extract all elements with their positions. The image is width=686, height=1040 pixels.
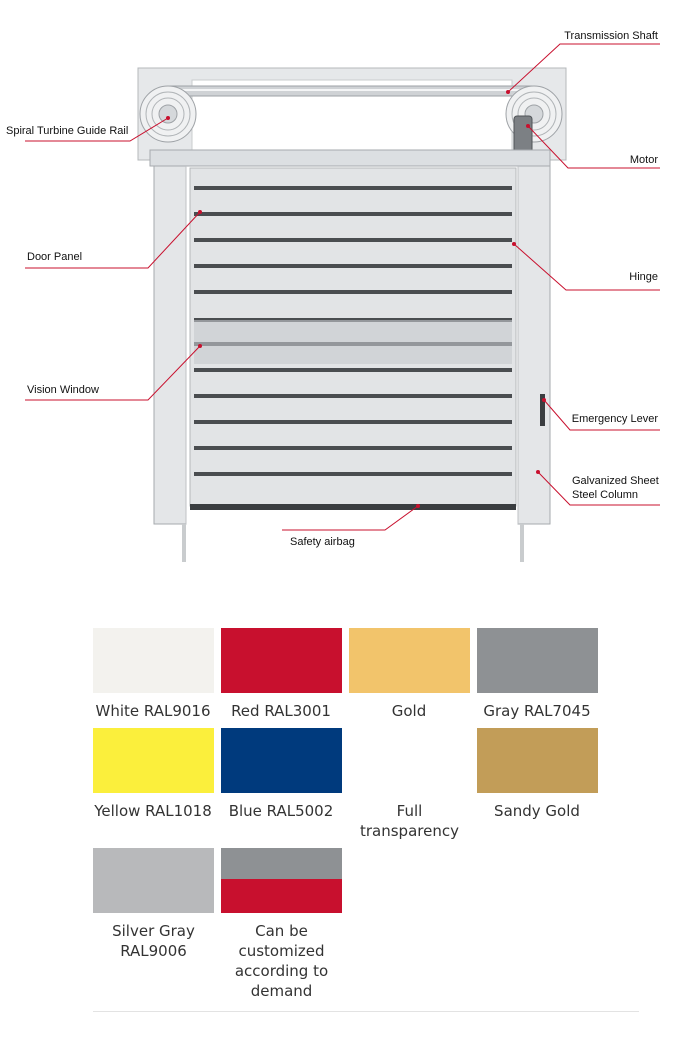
label-motor: Motor: [629, 154, 658, 166]
label-emergency-lever: Emergency Lever: [571, 413, 658, 425]
swatch-blue: [221, 728, 342, 793]
swatch-red: [221, 628, 342, 693]
swatch-white: [93, 628, 214, 693]
swatch-label-custom: Can be customized according to demand: [234, 922, 329, 1000]
label-spiral-guide-rail: Spiral Turbine Guide Rail: [6, 125, 129, 137]
label-transmission-shaft: Transmission Shaft: [564, 30, 658, 42]
swatch-yellow: [93, 728, 214, 793]
swatch-custom-bottom: [221, 879, 342, 913]
swatch-label-white: White RAL9016: [95, 702, 211, 720]
label-hinge: Hinge: [629, 271, 658, 283]
label-vision-window: Vision Window: [27, 384, 99, 396]
label-column-line1: Galvanized Sheet: [572, 475, 659, 487]
swatch-label-gold: Gold: [391, 702, 427, 720]
swatch-sandy-gold: [477, 728, 598, 793]
swatch-gold: [349, 628, 470, 693]
swatch-label-silver-gray: Silver Gray RAL9006: [112, 922, 195, 960]
swatch-custom: [221, 848, 342, 913]
label-safety-airbag: Safety airbag: [290, 536, 355, 548]
label-column-line2: Steel Column: [572, 489, 639, 501]
swatch-custom-top: [221, 848, 342, 879]
swatch-label-gray: Gray RAL7045: [483, 702, 591, 720]
swatch-silver-gray: [93, 848, 214, 913]
bottom-divider: [93, 1011, 639, 1012]
swatch-label-sandy-gold: Sandy Gold: [494, 802, 580, 820]
swatch-label-transparent: Full transparency: [360, 802, 459, 840]
label-door-panel: Door Panel: [27, 251, 83, 263]
swatch-label-red: Red RAL3001: [231, 702, 331, 720]
swatch-gray: [477, 628, 598, 693]
swatch-label-blue: Blue RAL5002: [228, 802, 334, 820]
swatch-label-yellow: Yellow RAL1018: [94, 802, 212, 820]
swatch-transparent: [349, 728, 470, 793]
